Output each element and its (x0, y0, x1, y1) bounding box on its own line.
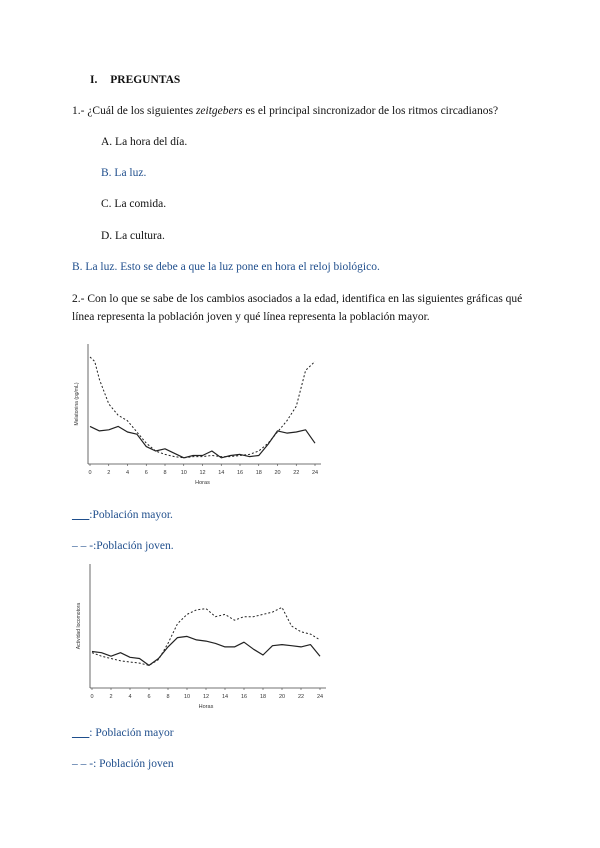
locomotor-activity-chart (70, 556, 332, 712)
legend-1-solid-mark: ___ (72, 509, 90, 521)
x-tick-label: 18 (255, 470, 262, 476)
legend-2-dashed-mark: – – - (72, 758, 94, 770)
section-title: PREGUNTAS (110, 74, 181, 86)
series-line-solid (90, 426, 315, 457)
x-tick-label: 18 (259, 694, 267, 700)
x-tick-label: 14 (218, 470, 225, 476)
x-axis-label: Horas (195, 480, 210, 486)
q2-line-2: línea representa la población joven y qué línea representa la población mayor. (72, 311, 430, 323)
legend-2-solid-text: : Población mayor (89, 727, 174, 739)
legend-2-solid-mark: ___ (72, 727, 90, 739)
y-axis-label: Actividad locomotora (76, 602, 82, 650)
section-number: I. (90, 74, 98, 86)
series-line-solid (92, 636, 320, 665)
series-line-dashed (90, 357, 315, 458)
legend-1-dashed (72, 539, 174, 553)
x-axis-label: Horas (198, 704, 214, 710)
option-c: C. La comida. (101, 198, 167, 210)
section-heading (90, 73, 180, 87)
legend-2-dashed-text: : Población joven (93, 758, 174, 770)
q1-prefix: 1.- ¿Cuál de los siguientes (72, 105, 196, 117)
x-tick-label: 6 (147, 694, 151, 700)
option-d: D. La cultura. (101, 230, 165, 242)
x-tick-label: 10 (180, 470, 187, 476)
x-tick-label: 16 (236, 470, 244, 476)
option-a: A. La hora del día. (101, 136, 188, 148)
x-tick-label: 0 (88, 470, 92, 476)
legend-1-solid (72, 508, 173, 522)
q2-line-1: 2.- Con lo que se sabe de los cambios asociados a la edad, identifica en las siguientes gráficas qué (72, 293, 523, 305)
x-tick-label: 14 (221, 694, 229, 700)
legend-1-dashed-text: :Población joven. (93, 540, 174, 552)
x-tick-label: 8 (163, 470, 167, 476)
x-tick-label: 2 (107, 470, 111, 476)
legend-2-dashed (72, 757, 174, 771)
x-tick-label: 22 (297, 694, 305, 700)
x-tick-label: 4 (125, 470, 130, 476)
x-tick-label: 10 (183, 694, 191, 700)
option-b: B. La luz. (101, 167, 147, 179)
x-tick-label: 6 (144, 470, 148, 476)
legend-1-dashed-mark: – – - (72, 540, 94, 552)
x-tick-label: 20 (274, 470, 281, 476)
x-tick-label: 12 (199, 470, 206, 476)
x-tick-label: 12 (202, 694, 210, 700)
q1-suffix: es el principal sincronizador de los ritmos circadianos? (242, 105, 499, 117)
x-tick-label: 24 (316, 694, 324, 700)
q1-answer: B. La luz. Esto se debe a que la luz pone en hora el reloj biológico. (72, 261, 380, 273)
x-tick-label: 0 (90, 694, 94, 700)
melatonin-chart (70, 338, 332, 490)
question-1 (72, 104, 498, 118)
q1-italic-term: zeitgebers (195, 105, 243, 117)
x-tick-label: 16 (240, 694, 248, 700)
x-tick-label: 24 (311, 470, 319, 476)
x-tick-label: 8 (166, 694, 170, 700)
y-axis-label: Melatonina (pg/mL) (74, 382, 80, 426)
x-tick-label: 4 (128, 694, 132, 700)
x-tick-label: 2 (109, 694, 113, 700)
legend-1-solid-text: :Población mayor. (89, 509, 173, 521)
legend-2-solid (72, 726, 174, 740)
x-tick-label: 20 (278, 694, 286, 700)
series-line-dashed (92, 607, 320, 665)
x-tick-label: 22 (293, 470, 300, 476)
